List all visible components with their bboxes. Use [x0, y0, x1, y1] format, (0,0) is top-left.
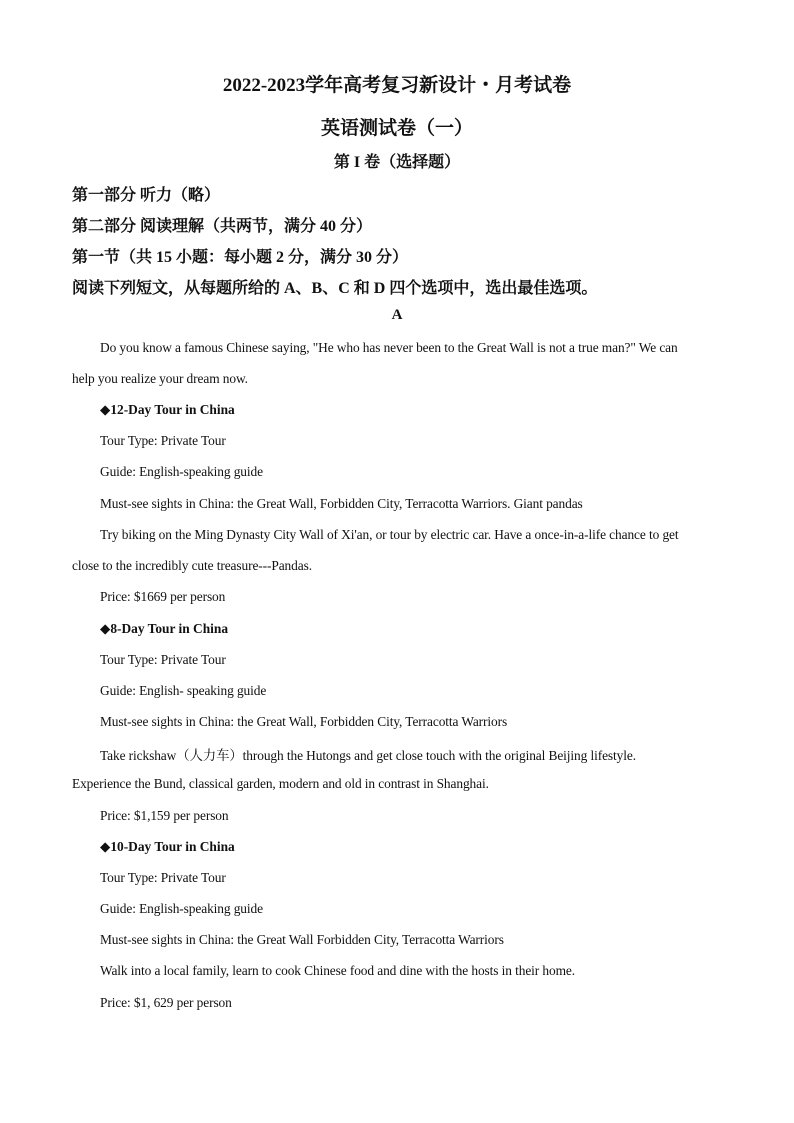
- tour-guide: Guide: English-speaking guide: [100, 464, 263, 479]
- tour-type: Tour Type: Private Tour: [100, 433, 226, 448]
- tour-heading: [100, 621, 228, 637]
- part1-heading: 第一部分 听力（略）: [72, 187, 221, 204]
- passage-letter: A: [391, 307, 403, 323]
- tour-price: Price: $1,159 per person: [100, 808, 229, 823]
- diamond-bullet-icon: ◆: [100, 621, 111, 636]
- tour-sights: Must-see sights in China: the Great Wall, Forbidden City, Terracotta Warriors: [100, 714, 508, 729]
- exam-subtitle: 英语测试卷（一）: [320, 118, 473, 139]
- tour-guide: Guide: English-speaking guide: [100, 901, 263, 916]
- tour-guide: Guide: English- speaking guide: [100, 683, 267, 698]
- volume-heading: 第 I 卷（选择题）: [333, 154, 461, 171]
- diamond-bullet-icon: ◆: [100, 839, 111, 854]
- tour-description-line-1: Take rickshaw（人力车）through the Hutongs and get close touch with the original Beijing lifestyle.: [100, 748, 636, 763]
- tour-description-line-1: Walk into a local family, learn to cook Chinese food and dine with the hosts in their home.: [100, 963, 575, 978]
- exam-title: 2022-2023学年高考复习新设计・月考试卷: [222, 75, 572, 96]
- part2-heading: 第二部分 阅读理解（共两节，满分 40 分）: [72, 218, 373, 235]
- tour-name: 10-Day Tour in China: [110, 839, 235, 854]
- tour-heading: [100, 839, 235, 855]
- instruction-text: 阅读下列短文，从每题所给的 A、B、C 和 D 四个选项中，选出最佳选项。: [72, 280, 598, 297]
- tour-type: Tour Type: Private Tour: [100, 652, 226, 667]
- tour-sights: Must-see sights in China: the Great Wall Forbidden City, Terracotta Warriors: [100, 932, 504, 947]
- tour-heading: [100, 402, 235, 418]
- tour-name: 8-Day Tour in China: [110, 621, 229, 636]
- tour-description-line-2: Experience the Bund, classical garden, modern and old in contrast in Shanghai.: [72, 776, 489, 791]
- tour-type: Tour Type: Private Tour: [100, 870, 226, 885]
- intro-line-2: help you realize your dream now.: [72, 371, 248, 386]
- tour-description-line-2: close to the incredibly cute treasure---Pandas.: [72, 558, 312, 573]
- section1-heading: 第一节（共 15 小题：每小题 2 分，满分 30 分）: [72, 249, 409, 266]
- tour-description-line-1: Try biking on the Ming Dynasty City Wall of Xi'an, or tour by electric car. Have a once-in-a-life chance to get: [100, 527, 679, 542]
- tour-price: Price: $1, 629 per person: [100, 995, 232, 1010]
- diamond-bullet-icon: ◆: [100, 402, 111, 417]
- intro-line-1: Do you know a famous Chinese saying, "He who has never been to the Great Wall is not a true man?" We can: [100, 340, 678, 355]
- tour-name: 12-Day Tour in China: [110, 402, 235, 417]
- tour-sights: Must-see sights in China: the Great Wall, Forbidden City, Terracotta Warriors. Giant pandas: [100, 496, 583, 511]
- tour-price: Price: $1669 per person: [100, 589, 226, 604]
